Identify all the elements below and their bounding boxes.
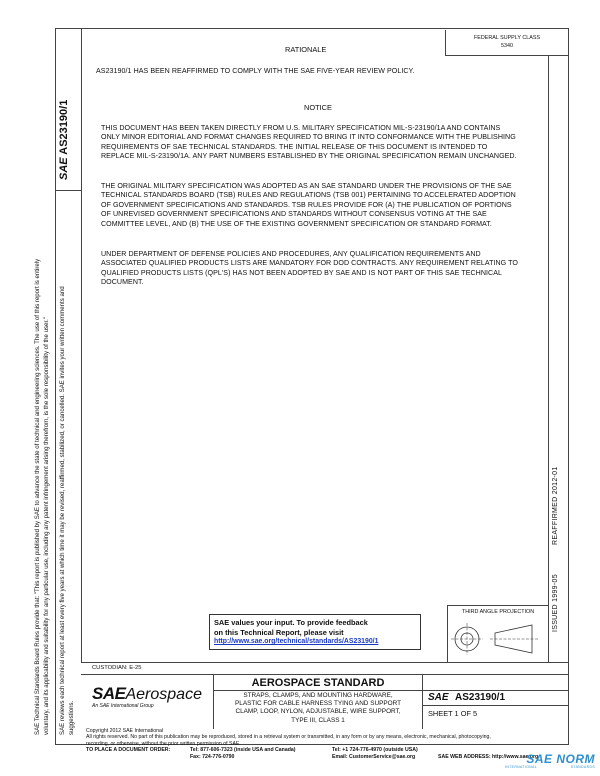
right-strip-divider	[548, 56, 549, 662]
watermark-sub-international: INTERNATIONAL	[505, 765, 538, 769]
left-margin-note-a	[33, 259, 51, 735]
standard-description	[214, 692, 422, 725]
standard-title: AEROSPACE STANDARD	[251, 677, 385, 689]
custodian: CUSTODIAN: E-25	[92, 665, 142, 671]
issued-date: ISSUED 1999-05	[552, 574, 559, 632]
left-strip-sae-mark: SAE	[58, 157, 70, 180]
doc-number-block	[428, 692, 505, 703]
federal-supply-class-box	[445, 30, 568, 56]
sae-aerospace-logo	[92, 684, 210, 720]
description-line-3: CLAMP, LOOP, NYLON, ADJUSTABLE, WIRE SUPPORT,	[235, 708, 401, 716]
watermark-sub-standards: STANDARDS	[570, 765, 595, 769]
margin-note-line-1: SAE Technical Standards Board Rules provide that: "This report is published by SAE to advance the state of technical and engineering sciences. The use of this report is entirely	[34, 258, 41, 735]
fax: Fax: 724-776-0790	[190, 754, 235, 760]
margin-note-line-4: suggestions.	[68, 700, 75, 735]
footer	[86, 728, 566, 747]
left-strip-separator	[55, 190, 81, 191]
feedback-link[interactable]: http://www.sae.org/technical/standards/AS23190/1	[214, 638, 379, 646]
projection-box	[447, 605, 548, 662]
title-block-top-line	[81, 662, 569, 663]
description-line-2: PLASTIC FOR CABLE HARNESS TYING AND SUPPORT	[235, 700, 401, 708]
rationale-title: RATIONALE	[285, 45, 327, 54]
logo-aerospace-text: Aerospace	[125, 686, 202, 703]
reaffirmed-date: REAFFIRMED 2012-01	[552, 466, 559, 545]
tel-inside-usa: Tel: 877-606-7323 (inside USA and Canada)	[190, 747, 296, 753]
watermark-text: SAE NORM	[526, 752, 595, 766]
description-line-4: TYPE III, CLASS 1	[291, 716, 345, 724]
rationale-text: AS23190/1 HAS BEEN REAFFIRMED TO COMPLY WITH THE SAE FIVE-YEAR REVIEW POLICY.	[96, 67, 415, 75]
notice-title: NOTICE	[304, 103, 332, 112]
logo-sae-text: SAE	[92, 684, 126, 703]
standard-title-underline	[213, 690, 569, 691]
email[interactable]: Email: CustomerService@sae.org	[332, 754, 416, 760]
notice-paragraph-2: THE ORIGINAL MILITARY SPECIFICATION WAS ADOPTED AS AN SAE STANDARD UNDER THE PROVISIONS OF THE SAE TECHNICAL STANDARDS BOARD (TSB) RULES AND REGULATIONS (TSB 001) PERTAINING TO ACCELERATED ADOPTION OF GOVERNMENT SPECIFICATIONS AND STANDARDS. TSB RULES PROVIDE FOR (A) THE PUBLICATION OF PORTIONS OF UNREVISED GOVERNMENT SPECIFICATIONS AND STANDARDS WITHOUT CONSENSUS VOTING AT THE SAE COMMITTEE LEVEL, AND (B) THE USE OF THE EXISTING GOVERNMENT SPECIFICATION OR STANDARD FORMAT.	[101, 182, 516, 228]
doc-number: AS23190/1	[454, 692, 506, 703]
doc-sae-mark: SAE	[428, 692, 449, 703]
left-strip-doc-number: AS23190/1	[58, 99, 70, 155]
description-line-1: STRAPS, CLAMPS, AND MOUNTING HARDWARE,	[243, 692, 393, 699]
margin-note-line-3: SAE reviews each technical report at least every five years at which time it may be revised, reaffirmed, stabilized, or cancelled. SAE invites your written comments and	[59, 286, 66, 735]
federal-supply-class-label: FEDERAL SUPPLY CLASS	[473, 35, 541, 41]
feedback-line-1: SAE values your input. To provide feedback	[214, 618, 368, 627]
title-block-divider-2	[422, 674, 423, 729]
web-address[interactable]: SAE WEB ADDRESS: http://www.sae.org	[438, 754, 539, 760]
doc-number-underline	[422, 705, 569, 706]
custodian-divider	[81, 674, 569, 675]
footer-rights-2: recording, or otherwise, without the prior written permission of SAE.	[86, 740, 241, 747]
left-strip-doc-id	[58, 100, 70, 180]
footer-copyright: Copyright 2012 SAE International	[86, 728, 163, 734]
logo-subtitle: An SAE International Group	[92, 703, 154, 709]
tel-outside-usa: Tel: +1 724-776-4970 (outside USA)	[332, 747, 418, 753]
federal-supply-class-value: 5340	[501, 43, 513, 49]
feedback-box	[209, 614, 421, 650]
left-strip-divider	[81, 28, 82, 662]
order-label: TO PLACE A DOCUMENT ORDER:	[86, 747, 171, 753]
third-angle-projection-icon	[448, 617, 548, 661]
projection-label: THIRD ANGLE PROJECTION	[461, 609, 535, 615]
sheet-number: SHEET 1 OF 5	[428, 709, 478, 718]
footer-rights: All rights reserved. No part of this publication may be reproduced, stored in a retrieval system or transmitted, in any form or by any means, electronic, mechanical, photocopying,	[86, 734, 491, 741]
notice-paragraph-1: THIS DOCUMENT HAS BEEN TAKEN DIRECTLY FROM U.S. MILITARY SPECIFICATION MIL-S-23190/1A AND CONTAINS ONLY MINOR EDITORIAL AND FORMAT CHANGES REQUIRED TO BRING IT INTO CONFORMANCE WITH THE PUBLISHING REQUIREMENTS OF SAE TECHNICAL STANDARDS. THE INITIAL RELEASE OF THIS DOCUMENT IS INTENDED TO REPLACE MIL-S-23190/1A. ANY PART NUMBERS ESTABLISHED BY THE ORIGINAL SPECIFICATION REMAIN UNCHANGED.	[101, 124, 517, 161]
margin-note-line-2: voluntary, and its applicability and suitability for any particular use, including any patent infringement arising therefrom, is the sole responsibility of the user."	[43, 317, 50, 735]
notice-paragraph-3: UNDER DEPARTMENT OF DEFENSE POLICIES AND PROCEDURES, ANY QUALIFICATION REQUIREMENTS AND ASSOCIATED QUALIFIED PRODUCTS LISTS ARE MANDATORY FOR DOD CONTRACTS. ANY REQUIREMENT RELATING TO QUALIFIED PRODUCTS LISTS (QPL'S) HAS NOT BEEN ADOPTED BY SAE AND IS NOT PART OF THIS SAE TECHNICAL DOCUMENT.	[101, 250, 518, 287]
feedback-line-2: on this Technical Report, please visit	[214, 627, 344, 637]
sae-norm-watermark	[505, 752, 595, 774]
